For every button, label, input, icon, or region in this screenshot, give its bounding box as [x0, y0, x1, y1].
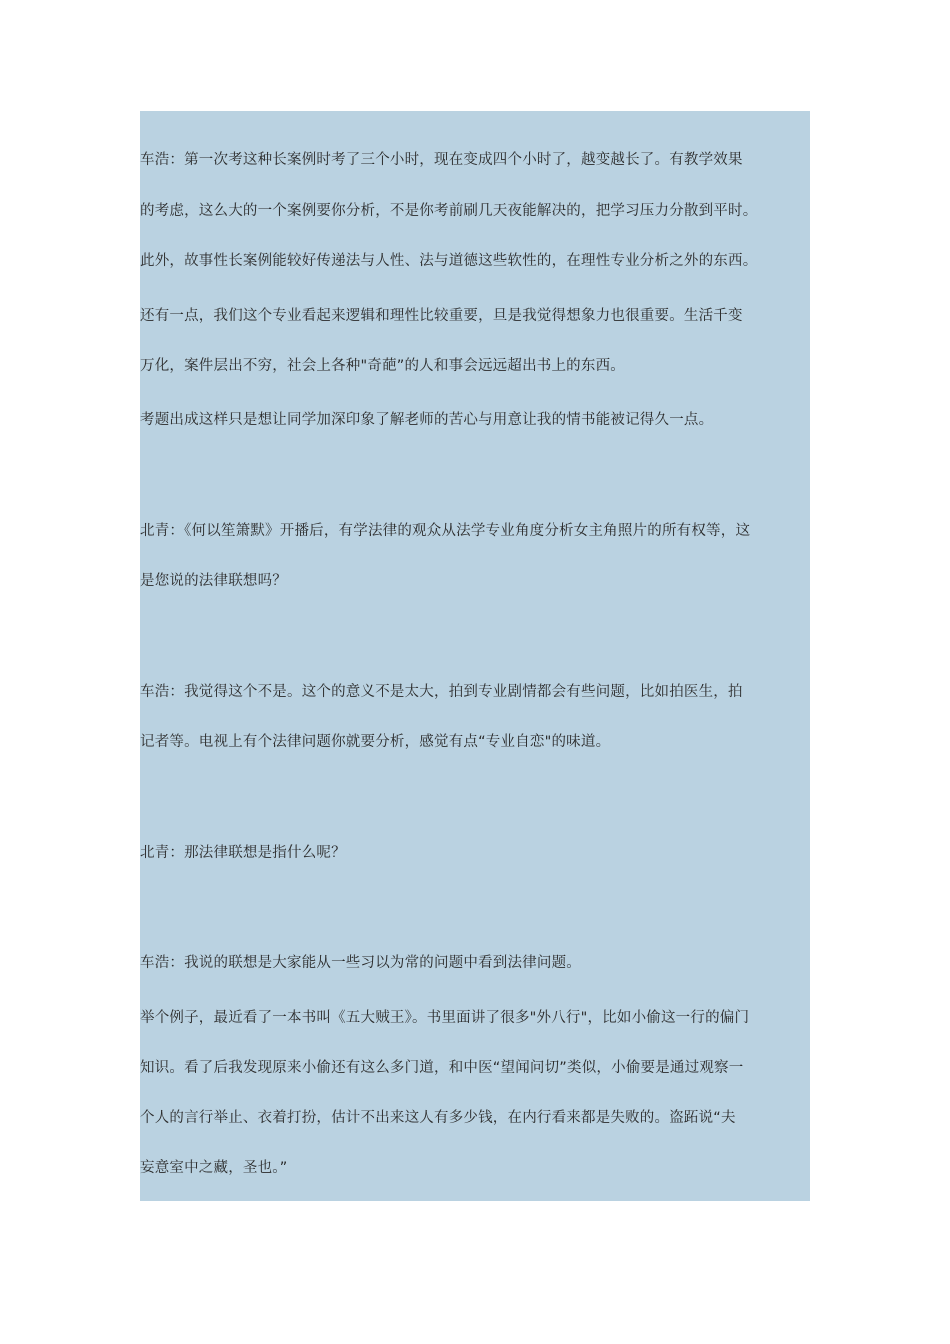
paragraph-line: 北青：那法律联想是指什么呢？ — [140, 845, 346, 861]
paragraph-line: 考题出成这样只是想让同学加深印象了解老师的苦心与用意让我的情书能被记得久一点。 — [140, 412, 714, 428]
paragraph-line: 还有一点，我们这个专业看起来逻辑和理性比较重要，旦是我觉得想象力也很重要。生活千变 — [140, 308, 743, 324]
paragraph-line: 个人的言行举止、衣着打扮，估计不出来这人有多少钱，在内行看来都是失败的。盗跖说“夫 — [140, 1110, 736, 1126]
paragraph-line: 北青：《何以笙箫默》开播后，有学法律的观众从法学专业角度分析女主角照片的所有权等，这 — [140, 523, 751, 539]
paragraph-line: 的考虑，这么大的一个案例要你分析，不是你考前刷几天夜能解决的，把学习压力分散到平时。 — [140, 203, 758, 219]
paragraph-line: 知识。看了后我发现原来小偷还有这么多门道，和中医“望闻问切”类似，小偷要是通过观察一 — [140, 1060, 744, 1076]
text-background-panel — [140, 111, 810, 1201]
paragraph-line: 举个例子，最近看了一本书叫《五大贼王》。书里面讲了很多"外八行"，比如小偷这一行的偏门 — [140, 1010, 750, 1026]
paragraph-line: 车浩：我觉得这个不是。这个的意义不是太大，拍到专业剧情都会有些问题，比如拍医生，拍 — [140, 684, 743, 700]
paragraph-line: 记者等。电视上有个法律问题你就要分析，感觉有点“专业自恋"的味道。 — [140, 734, 611, 750]
paragraph-line: 车浩：第一次考这种长案例时考了三个小时，现在变成四个小时了，越变越长了。有教学效果 — [140, 152, 743, 168]
paragraph-line: 此外，故事性长案例能较好传递法与人性、法与道德这些软性的，在理性专业分析之外的东西。 — [140, 253, 758, 269]
paragraph-line: 车浩：我说的联想是大家能从一些习以为常的问题中看到法律问题。 — [140, 955, 581, 971]
paragraph-line: 是您说的法律联想吗？ — [140, 573, 287, 589]
paragraph-line: 万化，案件层出不穷，社会上各种"奇葩”的人和事会远远超出书上的东西。 — [140, 358, 625, 374]
paragraph-line: 妄意室中之藏，圣也。” — [140, 1160, 288, 1176]
